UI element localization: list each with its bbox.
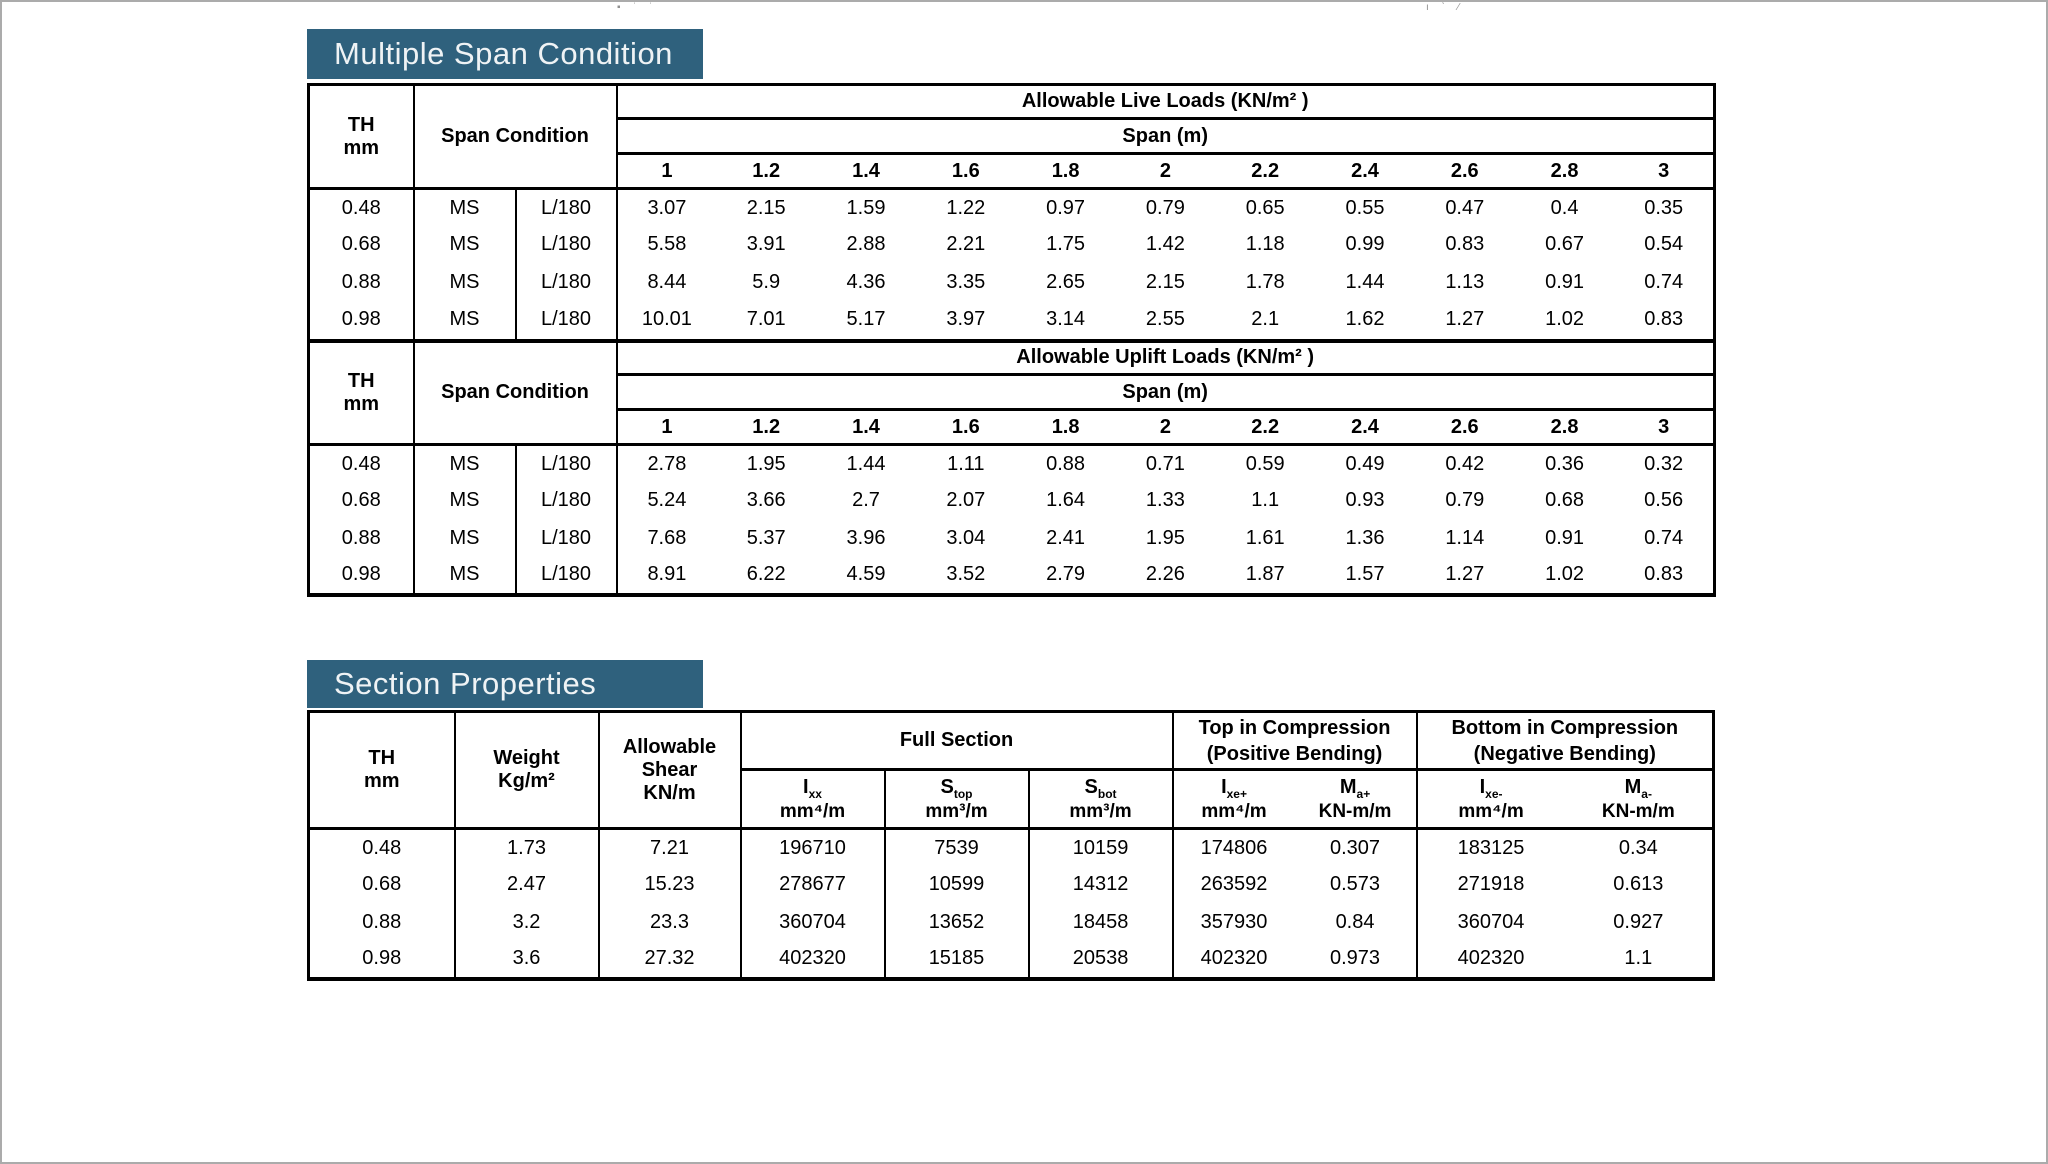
table-row: 0.68 MS L/180 5.24 3.66 2.7 2.07 1.64 1.33 1.1 0.93 0.79 0.68 0.56 [309,482,1715,520]
span-m-label: Span (m) [617,119,1715,154]
allowable-shear-header-cell: Allowable Shear KN/m [599,712,741,829]
table-row: 0.88 3.2 23.3 360704 13652 18458 357930 0.84 360704 0.927 [309,904,1714,942]
table-row: 0.48 MS L/180 2.78 1.95 1.44 1.11 0.88 0.71 0.59 0.49 0.42 0.36 0.32 [309,445,1715,483]
top-compression-group-header: Top in Compression (Positive Bending) [1173,712,1417,770]
live-loads-table [307,83,1716,339]
ixx-header-cell: $I_{xx}$ mm⁴/m [741,770,885,829]
live-loads-caption: Allowable Live Loads (KN/m² ) [617,85,1715,119]
span-col-header: 1 [617,410,717,445]
span-col-header: 3 [1614,410,1714,445]
multiple-span-tables [307,83,1713,597]
th-header-cell: TH mm [309,85,414,189]
table-row: 0.88 MS L/180 7.68 5.37 3.96 3.04 2.41 1.95 1.61 1.36 1.14 0.91 0.74 [309,520,1715,558]
th-header-cell: TH mm [309,712,455,829]
span-condition-header-cell: Span Condition [414,341,617,445]
span-col-header: 2.8 [1515,410,1615,445]
ma-minus-header-cell: $M_{a-}$ KN-m/m [1565,770,1714,829]
span-m-label: Span (m) [617,375,1715,410]
header-row [309,712,1714,770]
span-col-header: 2.8 [1515,154,1615,189]
table-row: 0.68 MS L/180 5.58 3.91 2.88 2.21 1.75 1.42 1.18 0.99 0.83 0.67 0.54 [309,226,1715,264]
span-col-header: 2.2 [1215,410,1315,445]
table-row: 0.48 1.73 7.21 196710 7539 10159 174806 0.307 183125 0.34 [309,829,1714,867]
span-col-header: 2.2 [1215,154,1315,189]
ma-plus-header-cell: $M_{a+}$ KN-m/m [1295,770,1417,829]
th-header-cell: TH mm [309,341,414,445]
bottom-compression-group-header: Bottom in Compression (Negative Bending) [1417,712,1714,770]
span-col-header: 2.6 [1415,154,1515,189]
span-col-header: 1.6 [916,410,1016,445]
stop-header-cell: $S_{top}$ mm³/m [885,770,1029,829]
header-row [309,85,1715,119]
span-col-header: 1.8 [1016,410,1116,445]
span-col-header: 1.2 [716,410,816,445]
sbot-header-cell: $S_{bot}$ mm³/m [1029,770,1173,829]
ixe-plus-header-cell: $I_{xe+}$ mm⁴/m [1173,770,1295,829]
table-row: 0.48 MS L/180 3.07 2.15 1.59 1.22 0.97 0.79 0.65 0.55 0.47 0.4 0.35 [309,189,1715,227]
full-section-group-header: Full Section [741,712,1173,770]
span-col-header: 1.4 [816,410,916,445]
span-condition-header-cell: Span Condition [414,85,617,189]
page-top-artifact-left: ▪ ˙ ˙ [617,2,658,13]
span-col-header: 2 [1116,154,1216,189]
multiple-span-title: Multiple Span Condition [307,29,703,79]
span-col-header: 1 [617,154,717,189]
span-col-header: 3 [1614,154,1714,189]
span-col-header: 2.4 [1315,154,1415,189]
uplift-loads-table [307,339,1716,597]
uplift-loads-caption: Allowable Uplift Loads (KN/m² ) [617,341,1715,375]
weight-header-cell: Weight Kg/m² [455,712,599,829]
span-col-header: 2.6 [1415,410,1515,445]
table-row: 0.98 MS L/180 10.01 7.01 5.17 3.97 3.14 2.55 2.1 1.62 1.27 1.02 0.83 [309,301,1715,339]
page-top-artifact-right: ı ˋ ⁄ [1426,2,1465,13]
span-col-header: 1.2 [716,154,816,189]
table-row: 0.98 MS L/180 8.91 6.22 4.59 3.52 2.79 2.26 1.87 1.57 1.27 1.02 0.83 [309,557,1715,595]
ixe-minus-header-cell: $I_{xe-}$ mm⁴/m [1417,770,1565,829]
span-col-header: 2.4 [1315,410,1415,445]
span-col-header: 1.8 [1016,154,1116,189]
span-col-header: 1.6 [916,154,1016,189]
span-col-header: 2 [1116,410,1216,445]
table-row: 0.98 3.6 27.32 402320 15185 20538 402320 0.973 402320 1.1 [309,941,1714,979]
table-row: 0.68 2.47 15.23 278677 10599 14312 263592 0.573 271918 0.613 [309,866,1714,904]
section-properties-table [307,710,1715,981]
table-row: 0.88 MS L/180 8.44 5.9 4.36 3.35 2.65 2.15 1.78 1.44 1.13 0.91 0.74 [309,264,1715,302]
section-properties-title: Section Properties [307,660,703,708]
span-col-header: 1.4 [816,154,916,189]
header-row [309,341,1715,375]
